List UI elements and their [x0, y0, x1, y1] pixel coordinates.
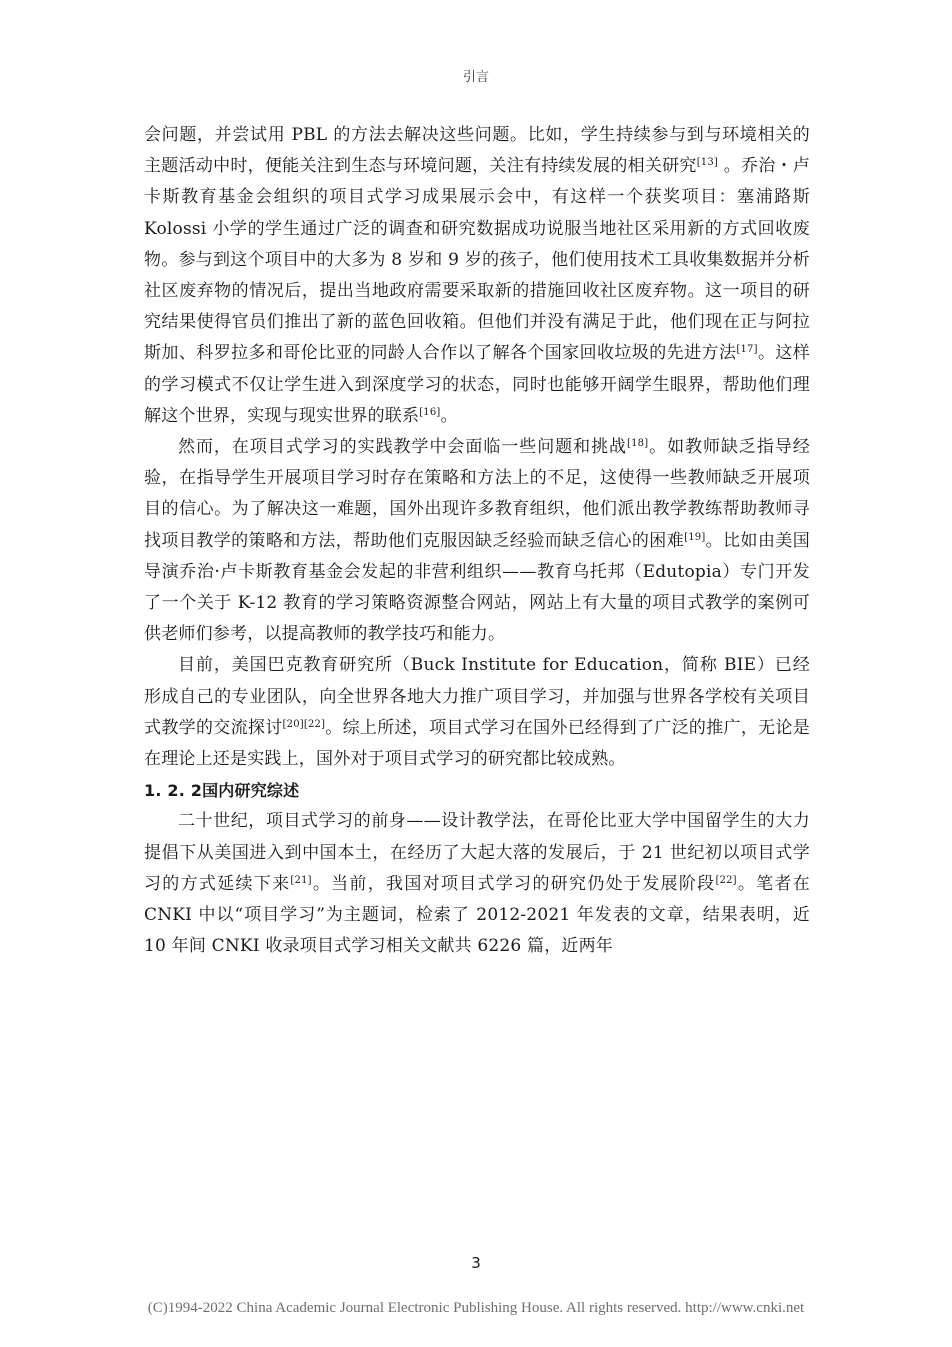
- citation: [17]: [736, 344, 758, 356]
- paragraph: 会问题，并尝试用 PBL 的方法去解决这些问题。比如，学生持续参与到与环境相关的主题活动中时，便能关注到生态与环境问题，关注有持续发展的相关研究[13] 。乔治・卢卡斯教育基金会组织的项目式学习成果展示会中，有这样一个获奖项目：塞浦路斯 Kolossi 小学的学生通过广泛的调查和研究数据成功说服当地社区采用新的方式回收废物。参与到这个项目中的大多为 8 岁和 9 岁的孩子，他们使用技术工具收集数据并分析社区废弃物的情况后，提出当地政府需要采取新的措施回收社区废弃物。这一项目的研究结果使得官员们推出了新的蓝色回收箱。但他们并没有满足于此，他们现在正与阿拉斯加、科罗拉多和哥伦比亚的同龄人合作以了解各个国家回收垃圾的先进方法[17]。这样的学习模式不仅让学生进入到深度学习的状态，同时也能够开阔学生眼界，帮助他们理解这个世界，实现与现实世界的联系[16]。: [144, 125, 810, 426]
- citation: [21]: [290, 874, 312, 886]
- section-heading: 1. 2. 2国内研究综述: [144, 781, 300, 801]
- copyright-footer: (C)1994-2022 China Academic Journal Electronic Publishing House. All rights reserved. http://www.cnki.net: [147, 1300, 805, 1316]
- running-header: 引言: [462, 70, 489, 85]
- paragraph: 目前，美国巴克教育研究所（Buck Institute for Education，简称 BIE）已经形成自己的专业团队，向全世界各地大力推广项目学习，并加强与世界各学校有关项目式教学的交流探讨[20][22]。综上所述，项目式学习在国外已经得到了广泛的推广，无论是在理论上还是实践上，国外对于项目式学习的研究都比较成熟。: [144, 655, 810, 770]
- paragraph: 然而，在项目式学习的实践教学中会面临一些问题和挑战[18]。如教师缺乏指导经验，在指导学生开展项目学习时存在策略和方法上的不足，这使得一些教师缺乏开展项目的信心。为了解决这一难题，国外出现许多教育组织，他们派出教学教练帮助教师寻找项目教学的策略和方法，帮助他们克服因缺乏经验而缺乏信心的困难[19]。比如由美国导演乔治·卢卡斯教育基金会发起的非营利组织——教育乌托邦（Edutopia）专门开发了一个关于 K-12 教育的学习策略资源整合网站，网站上有大量的项目式教学的案例可供老师们参考，以提高教师的教学技巧和能力。: [144, 437, 810, 645]
- page-number: 3: [471, 1254, 481, 1272]
- paragraph: 二十世纪，项目式学习的前身——设计教学法，在哥伦比亚大学中国留学生的大力提倡下从美国进入到中国本土，在经历了大起大落的发展后，于 21 世纪初以项目式学习的方式延续下来[21]。当前，我国对项目式学习的研究仍处于发展阶段[22]。笔者在 CNKI 中以“项目学习”为主题词，检索了 2012-2021 年发表的文章，结果表明，近 10 年间 CNKI 收录项目式学习相关文献共 6226 篇，近两年: [144, 811, 810, 957]
- citation: [18]: [627, 438, 649, 450]
- citation: [22]: [715, 874, 737, 886]
- citation: [20][22]: [282, 718, 326, 730]
- citation: [19]: [684, 531, 706, 543]
- body-text: [144, 120, 810, 962]
- citation: [13]: [696, 157, 719, 169]
- citation: [16]: [419, 406, 441, 418]
